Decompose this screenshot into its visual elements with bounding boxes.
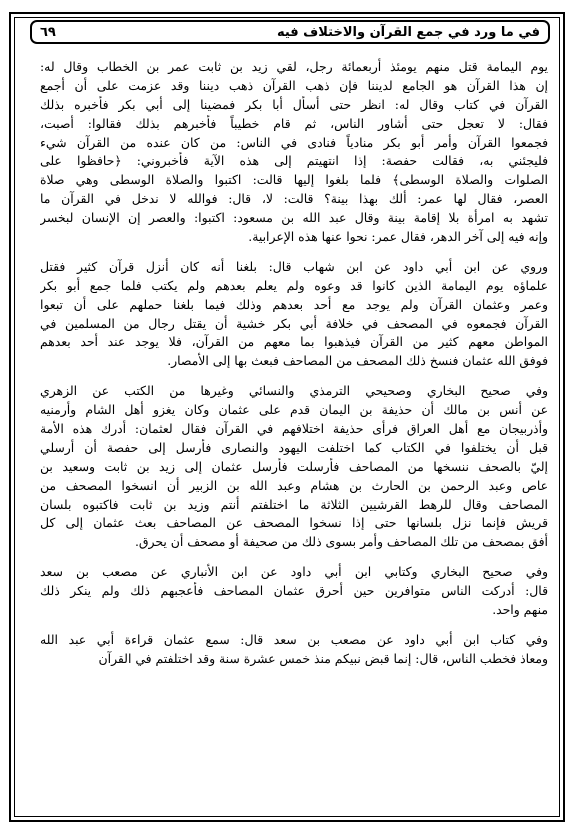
text-line: وفي صحيح البخاري وصحيحي الترمذي والنسائي وغيرها من الكتب عن الزهري (40, 383, 548, 399)
text-line: إليّ بالصحف ننسخها من المصاحف فأرسلت فأرسل عثمان إلى زيد بن ثابت وسعيد بن (40, 458, 548, 474)
text-line: علماؤه يوم اليمامة الذين كانوا قد وعوه ولم يعلم بعدهم ولم يكتب فلما جمع أبو بكر (40, 277, 548, 293)
text-line: ومعاذ فخطب الناس، قال: إنما قبض نبيكم منذ خمس عشرة سنة وقد اختلفتم في القرآن (98, 650, 548, 666)
text-line: فليجئني به، فقالت حفصة: إذا انتهيتم إلى هذه الآية فأخبروني: ﴿حافظوا على (40, 153, 548, 169)
text-line: أفق بمصحف من تلك المصاحف وأمر بسوى ذلك من صحيفة أو مصحف أن يحرق. (134, 534, 548, 550)
text-line: عن أنس بن مالك أن حذيفة بن اليمان قدم على عثمان وكان يغزو أهل الشام وأرمنيه (40, 402, 548, 418)
text-line: فجمعوا القرآن وأمر أبو بكر منادياً فنادى في الناس: من كان عنده من القرآن شيء (40, 134, 548, 150)
text-line: العصر، فقال لها عمر: ألك بهذا بينة؟ قالت: لا، قال: فوالله لا ندخل في القرآن ما (40, 191, 548, 207)
paragraph (40, 58, 548, 247)
text-line: قال: أدركت الناس متوافرين حين أحرق عثمان المصاحف فأعجبهم ذلك ولم ينكر ذلك (40, 583, 548, 599)
text-line: المصاحف وقال للرهط القرشيين الثلاثة ما اختلفتم أنتم وزيد بن ثابت فاكتبوه بلسان (40, 496, 548, 512)
text-line: وعمر وعثمان القرآن ولم يوجد مع أحد بعدهم وذلك فيما بلغنا حملهم على أن تبعوا (40, 296, 548, 312)
text-line: فوفق الله عثمان فنسخ ذلك المصحف من المصاحف فبعث بها إلى الأمصار. (167, 353, 548, 369)
text-line: عاص وعبد الرحمن بن الحارث بن هشام وعبد الله بن الزبير أن انسخوا المصحف من (40, 477, 548, 493)
text-line: قريش فإنما نزل بلسانها حتى إذا نسخوا المصحف عن المصاحف بعث عثمان إلى كل (40, 515, 548, 531)
text-line: تشهد به امرأة بلا إقامة بينة وقال عبد الله بن مسعود: اكتبوا: والعصر إن الإنسان لبخسر (40, 210, 548, 226)
text-line: الصلوات والصلاة الوسطى﴾ فلما بلغوا إليها قالت: اكتبوا والصلاة الوسطى وهي صلاة (40, 172, 548, 188)
text-line: وروي عن ابن أبي داود عن ابن شهاب قال: بلغنا أنه كان أنزل قرآن كثير فقتل (40, 258, 548, 274)
text-line: قبل أن يختلفوا في الكتاب كما اختلفت اليهود والنصارى فأرسل إلى حفصة أن أرسلي (40, 439, 548, 455)
body-text (40, 58, 548, 810)
paragraph (40, 563, 548, 620)
text-line: فقال: لا تعجل حتى أشاور الناس، ثم قام خطيباً فأخبرهم بذلك فقالوا: أصبت، (40, 115, 548, 131)
text-line: منهم واحد. (492, 602, 548, 618)
paragraph (40, 258, 548, 371)
text-line: وفي صحيح البخاري وكتابي ابن أبي داود عن ابن الأنباري عن مصعب بن سعد (40, 564, 548, 580)
running-header-title: في ما ورد في جمع القرآن والاختلاف فيه (276, 24, 540, 40)
text-line: المواطن معهم كثير من القرآن فيذهبوا بما معهم من القرآن، فلا يوجد عند أحد بعدهم (40, 334, 548, 350)
text-line: وأذربيجان مع أهل العراق فرأى حذيفة اختلافهم في القرآن فقال لعثمان: أدرك هذه الأمة (40, 421, 548, 437)
paragraph (40, 631, 548, 669)
text-line: يوم اليمامة قتل منهم يومئذ أربعمائة رجل، لقي زيد بن ثابت عمر بن الخطاب وقال له: (40, 59, 548, 74)
text-line: القرآن في كتاب وقال له: انظر حتى أسأل أبا بكر فمضينا إلى أبي بكر فأخبره بذلك (40, 96, 548, 112)
running-header (30, 20, 550, 44)
text-line: القرآن فجمعوه في المصحف في خلافة أبي بكر خشية أن يقتل رجال من المسلمين في (40, 315, 548, 331)
text-line: إن هذا القرآن هو الجامع لديننا فإن ذهب القرآن ذهب ديننا وقد عزمت على أن أجمع (40, 77, 548, 93)
page-number: ٦٩ (40, 24, 56, 40)
text-line: وفي كتاب ابن أبي داود عن مصعب بن سعد قال: سمع عثمان قراءة أبي عبد الله (40, 631, 548, 647)
paragraph (40, 382, 548, 552)
text-line: وإنه فيه إلى آخر الدهر، فقال عمر: نحوا عنها هذه الإعرابية. (248, 229, 548, 245)
